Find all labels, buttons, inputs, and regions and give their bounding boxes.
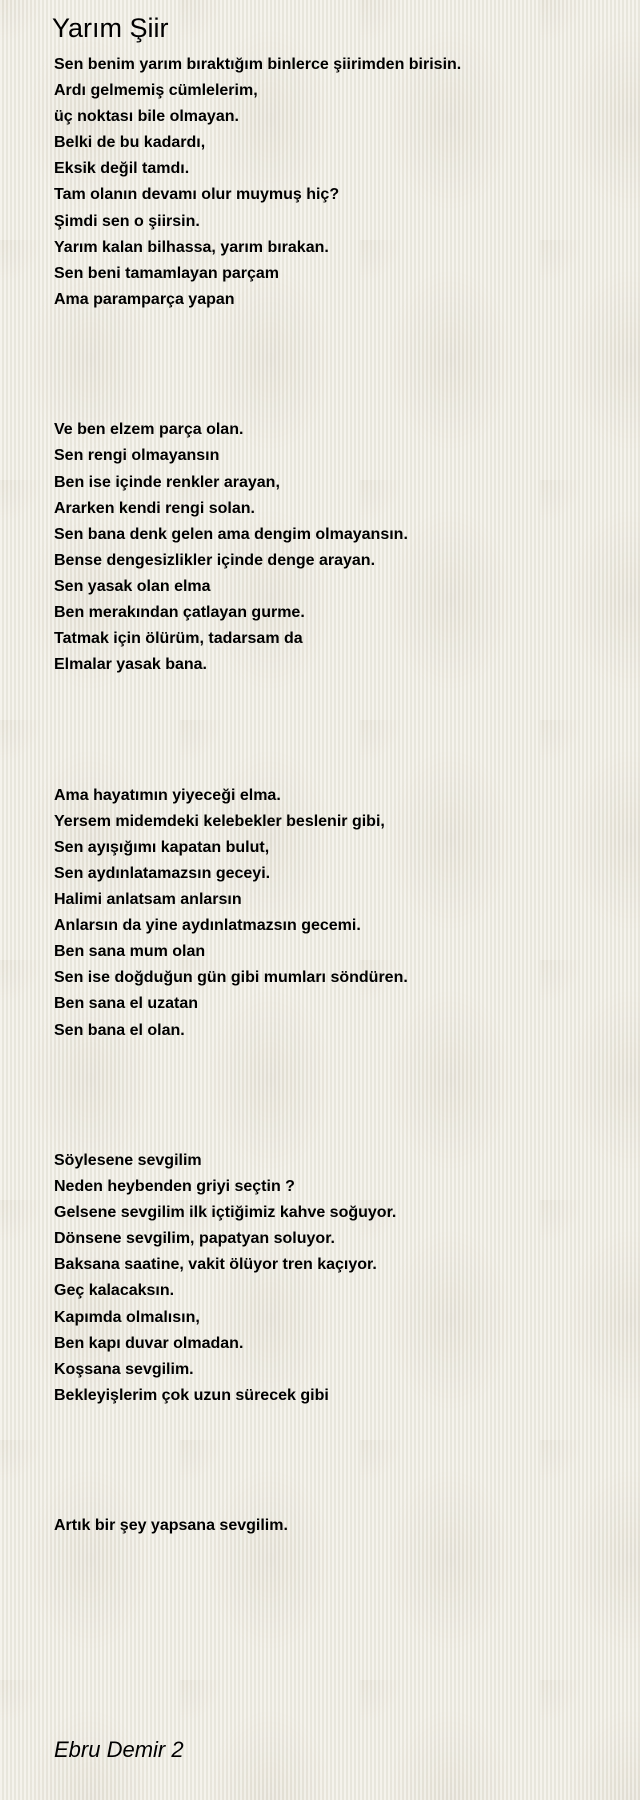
poem-stanza [54,1148,614,1409]
poem-line: Şimdi sen o şiirsin. [54,212,200,230]
poem-line: Sen bana denk gelen ama dengim olmayansın. [54,525,408,543]
poem-line: Söylesene sevgilim [54,1151,202,1169]
poem-line: Dönsene sevgilim, papatyan soluyor. [54,1230,335,1248]
poem-line: Tam olanın devamı olur muymuş hiç? [54,186,340,204]
poem-line: Ve ben elzem parça olan. [54,421,244,439]
poem-line: Sen ayışığımı kapatan bulut, [54,838,270,856]
poem-line: Belki de bu kadardı, [54,134,206,152]
poem-line: Koşsana sevgilim. [54,1360,194,1378]
poem-line: Ben ise içinde renkler arayan, [54,473,280,491]
poem-line: Artık bir şey yapsana sevgilim. [54,1517,288,1535]
poem-line: Kapımda olmalısın, [54,1308,200,1326]
poem-line: Ben kapı duvar olmadan. [54,1334,244,1352]
poem-line: Sen ise doğduğun gün gibi mumları söndüren. [54,969,408,987]
poem-line: Anlarsın da yine aydınlatmazsın gecemi. [54,917,361,935]
poem-line: Sen aydınlatamazsın geceyi. [54,864,271,882]
poem-stanza [54,783,614,1044]
poem-line: Elmalar yasak bana. [54,656,207,674]
poem-title: Yarım Şiir [52,13,169,43]
poem-line: Sen yasak olan elma [54,577,211,595]
poem-line: Ben merakından çatlayan gurme. [54,603,305,621]
poem-line: Yersem midemdeki kelebekler beslenir gibi, [54,812,385,830]
poem-line: Geç kalacaksın. [54,1282,175,1300]
poem-line: Sen rengi olmayansın [54,447,220,465]
poem-line: Sen beni tamamlayan parçam [54,264,279,282]
poem-line: Sen bana el olan. [54,1021,185,1039]
poem-line: Yarım kalan bilhassa, yarım bırakan. [54,238,329,256]
poem-stanza [54,1513,614,1539]
poem-author: Ebru Demir 2 [54,1737,184,1762]
poem-line: Tatmak için ölürüm, tadarsam da [54,630,303,648]
poem-line: Sen benim yarım bıraktığım binlerce şiirimden birisin. [54,56,462,73]
poem-line: Halimi anlatsam anlarsın [54,891,242,909]
poem-stanza [54,52,614,313]
poem-body [54,52,614,1539]
poem-line: Eksik değil tamdı. [54,160,190,178]
poem-line: Bekleyişlerim çok uzun sürecek gibi [54,1386,329,1404]
poem-line: Ama paramparça yapan [54,290,235,308]
poem-line: üç noktası bile olmayan. [54,108,239,126]
poem-stanza [54,417,614,678]
poem-line: Baksana saatine, vakit ölüyor tren kaçıyor. [54,1256,377,1274]
poem-line: Bense dengesizlikler içinde denge arayan. [54,551,376,569]
poem-line: Ararken kendi rengi solan. [54,499,255,517]
poem-line: Gelsene sevgilim ilk içtiğimiz kahve soğuyor. [54,1204,397,1222]
poem-line: Ama hayatımın yiyeceği elma. [54,786,281,804]
poem-line: Neden heybenden griyi seçtin ? [54,1178,295,1196]
poem-line: Ben sana el uzatan [54,995,199,1013]
poem-line: Ben sana mum olan [54,943,206,961]
poem-line: Ardı gelmemiş cümlelerim, [54,82,258,100]
